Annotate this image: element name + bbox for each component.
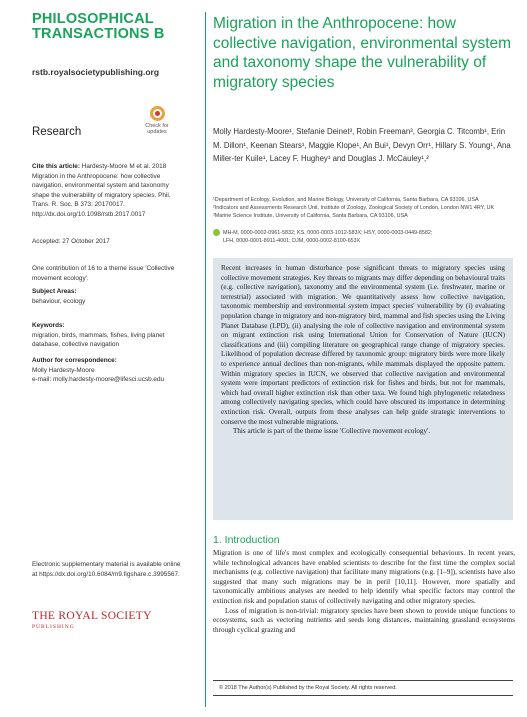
check-for-updates-badge[interactable] (140, 106, 174, 135)
affiliation-3: ³Marine Science Institute, University of California, Santa Barbara, CA 93106, USA (213, 213, 408, 220)
accepted-date: Accepted: 27 October 2017 (32, 238, 110, 245)
subject-text: behaviour, ecology (32, 297, 86, 305)
check-updates-label-1: Check for (145, 123, 169, 129)
journal-name-line2: TRANSACTIONS B (32, 26, 165, 42)
orcid-line-2: LFH, 0000-0001-8911-4001; DJM, 0000-0002-8100-653X (223, 238, 361, 245)
correspondence (32, 356, 182, 385)
abstract-box (213, 258, 513, 520)
copyright-text: © 2018 The Author(s) Published by the Royal Society. All rights reserved. (219, 685, 397, 691)
abstract-paragraph-1: Recent increases in human disturbance pose significant threats to migratory species using collective movement strategies. Key threats to migrants may differ depending on behavioural traits (e.g. collective navigation), taxonomy and the environmental system (i.e. freshwater, marine or terrestrial) associated with migration. We quantitatively assess how collective navigation, taxonomic membership and environmental system impact species' vulnerability by (i) evaluating population change in migratory and non-migratory bird, mammal and fish species using the Living Planet Database (LPD), (ii) analysing the role of collective navigation and environmental system on migrant extinction risk using International Union for Conservation of Nature (IUCN) classifications and (iii) compiling literature on geographical range change of migratory species. Likelihood of population decrease differed by taxonomic group: migratory birds were more likely to experience annual declines than non-migrants, while mammals displayed the opposite pattern. Within migratory species in IUCN, we observed that collective navigation and environmental system were important predictors of extinction risk for fishes and birds, but not for mammals, which had overall higher extinction risk than other taxa. We found high phylogenetic relatedness among collectively navigating species, which could have obscured its importance in determining extinction risk. Overall, outputs from these analyses can help guide strategic interventions to conserve the most vulnerable migrations. (221, 264, 505, 426)
affiliation-1: ¹Department of Ecology, Evolution, and Marine Biology, University of California, Santa Barbara, CA 93106, USA (213, 197, 479, 203)
keywords-heading: Keywords: (32, 322, 65, 329)
author-list: Molly Hardesty-Moore¹, Stefanie Deinet³, Robin Freeman³, Georgia C. Titcomb¹, Erin M. Dillon¹, Keenan Stears¹, Maggie Klope¹, An Bui¹, Devyn Orr¹, Hillary S. Young¹, Ana Miller-ter Kuile¹, Lacey F. Hughey¹ and Douglas J. McCauley¹,² (213, 127, 511, 163)
cite-text: Hardesty-Moore M et al. 2018 Migration in the Anthropocene: how collective navigation, environmental system and taxonomy shape the vulnerability of migratory species. Phil. Trans. R. Soc. B 373: 20170017. http://dx.doi.org/10.1098/rstb.2017.0017 (32, 163, 171, 218)
check-updates-label-2: updates (147, 129, 167, 135)
subject-areas (32, 287, 182, 306)
copyright-bar (213, 680, 513, 696)
abstract-paragraph-2: This article is part of the theme issue 'Collective movement ecology'. (233, 427, 431, 436)
column-divider (205, 12, 206, 707)
cite-heading: Cite this article: (32, 163, 80, 170)
intro-paragraph-2: Loss of migration is non-trivial: migratory species have been shown to provide unique functions to ecosystems, such as vectoring nutrients and seeds long distances, maintaining grassland ecosystems through cyclical grazing and (213, 606, 515, 634)
subject-heading: Subject Areas: (32, 288, 77, 295)
publisher-logo-sub: PUBLISHING (32, 624, 75, 630)
corr-name: Molly Hardesty-Moore (32, 366, 95, 374)
supplementary-note: Electronic supplementary material is available online at https://dx.doi.org/10.6084/m9.figshare.c.3995567. (32, 561, 181, 578)
keywords-text: migration, birds, mammals, fishes, living planet database, collective navigation (32, 331, 165, 349)
intro-paragraph-1: Migration is one of life's most complex and ecologically consequential behaviours. In recent years, while technological advances have enabled scientists to describe for the first time the complex social mechanisms (e.g. collective navigation) that facilitate many migrations (e.g. [1–9]), scientists have also suggested that many such migrations may be in peril [10,11]. However, more spatially and taxonomically ambitious analyses are needed to help identify what specific factors may control the extinction risk and population status of collectively navigating and other migratory species. (213, 549, 515, 605)
theme-issue-note: One contribution of 16 to a theme issue 'Collective movement ecology'. (32, 265, 175, 282)
article-title: Migration in the Anthropocene: how collective navigation, environmental system and taxonomy shape the vulnerability of migratory species (213, 15, 512, 91)
affiliation-2: ²Indicators and Assessments Research Unit, Institute of Zoology, Zoological Society of London, London NW1 4RY, UK (213, 205, 495, 212)
section-heading-introduction: 1. Introduction (213, 534, 280, 546)
publisher-logo: THE ROYAL SOCIETY (32, 610, 152, 622)
check-updates-icon (150, 106, 165, 121)
keywords (32, 321, 182, 350)
citation-block (32, 162, 182, 220)
orcid-block (213, 229, 513, 245)
orcid-icon (213, 229, 220, 236)
article-section-label: Research (32, 126, 82, 138)
introduction-body (213, 549, 515, 635)
corr-heading: Author for correspondence: (32, 357, 117, 364)
orcid-line-1: MH-M, 0000-0002-0961-5832; KS, 0000-0003-1012-583X; HSY, 0000-0003-0449-8582; (223, 230, 433, 236)
corr-email[interactable]: e-mail: molly.hardesty-moore@lifesci.ucsb.edu (32, 376, 165, 384)
journal-name-line1: PHILOSOPHICAL (32, 11, 154, 27)
affiliations (213, 196, 513, 221)
journal-name (32, 12, 182, 42)
journal-website[interactable]: rstb.royalsocietypublishing.org (32, 67, 160, 77)
